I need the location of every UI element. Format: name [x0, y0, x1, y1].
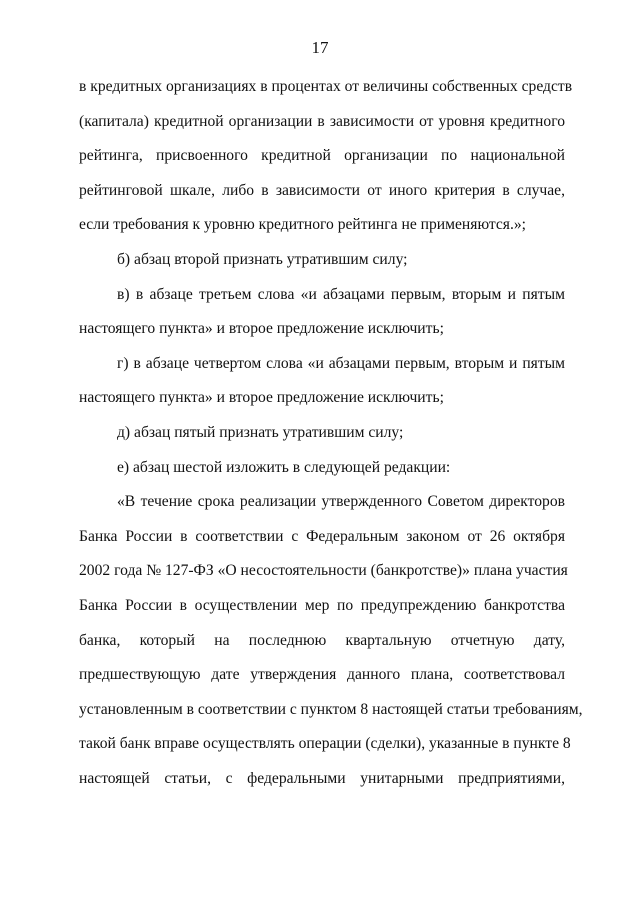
document-body [79, 70, 583, 796]
text-line: предшествующую дате утверждения данного плана, соответствовал [79, 666, 565, 684]
text-line: настоящего пункта» и второе предложение исключить; [79, 320, 444, 338]
text-line: рейтинга, присвоенного кредитной организации по национальной [79, 147, 565, 165]
text-line: д) абзац пятый признать утратившим силу; [117, 423, 404, 441]
text-line: в) в абзаце третьем слова «и абзацами первым, вторым и пятым [117, 285, 565, 303]
text-line: Банка России в соответствии с Федеральным законом от 26 октября [79, 527, 565, 545]
text-line: если требования к уровню кредитного рейтинга не применяются.»; [79, 216, 527, 234]
text-line: г) в абзаце четвертом слова «и абзацами первым, вторым и пятым [117, 354, 565, 372]
text-line: настоящего пункта» и второе предложение исключить; [79, 389, 444, 407]
text-line: 2002 года № 127-ФЗ «О несостоятельности (банкротстве)» плана участия [79, 562, 568, 580]
text-line: такой банк вправе осуществлять операции (сделки), указанные в пункте 8 [79, 735, 571, 753]
page-number: 17 [311, 38, 329, 57]
text-line: Банка России в осуществлении мер по предупреждению банкротства [79, 596, 565, 614]
text-line: б) абзац второй признать утратившим силу; [117, 250, 408, 268]
text-line: банка, который на последнюю квартальную отчетную дату, [79, 631, 565, 649]
text-line: е) абзац шестой изложить в следующей редакции: [117, 458, 451, 476]
text-line: настоящей статьи, с федеральными унитарными предприятиями, [79, 769, 565, 787]
text-line: установленным в соответствии с пунктом 8 настоящей статьи требованиям, [79, 700, 583, 718]
text-line: (капитала) кредитной организации в зависимости от уровня кредитного [79, 112, 565, 130]
text-line: «В течение срока реализации утвержденного Советом директоров [117, 493, 565, 511]
text-line: в кредитных организациях в процентах от величины собственных средств [79, 78, 573, 95]
text-line: рейтинговой шкале, либо в зависимости от иного критерия в случае, [79, 181, 565, 199]
